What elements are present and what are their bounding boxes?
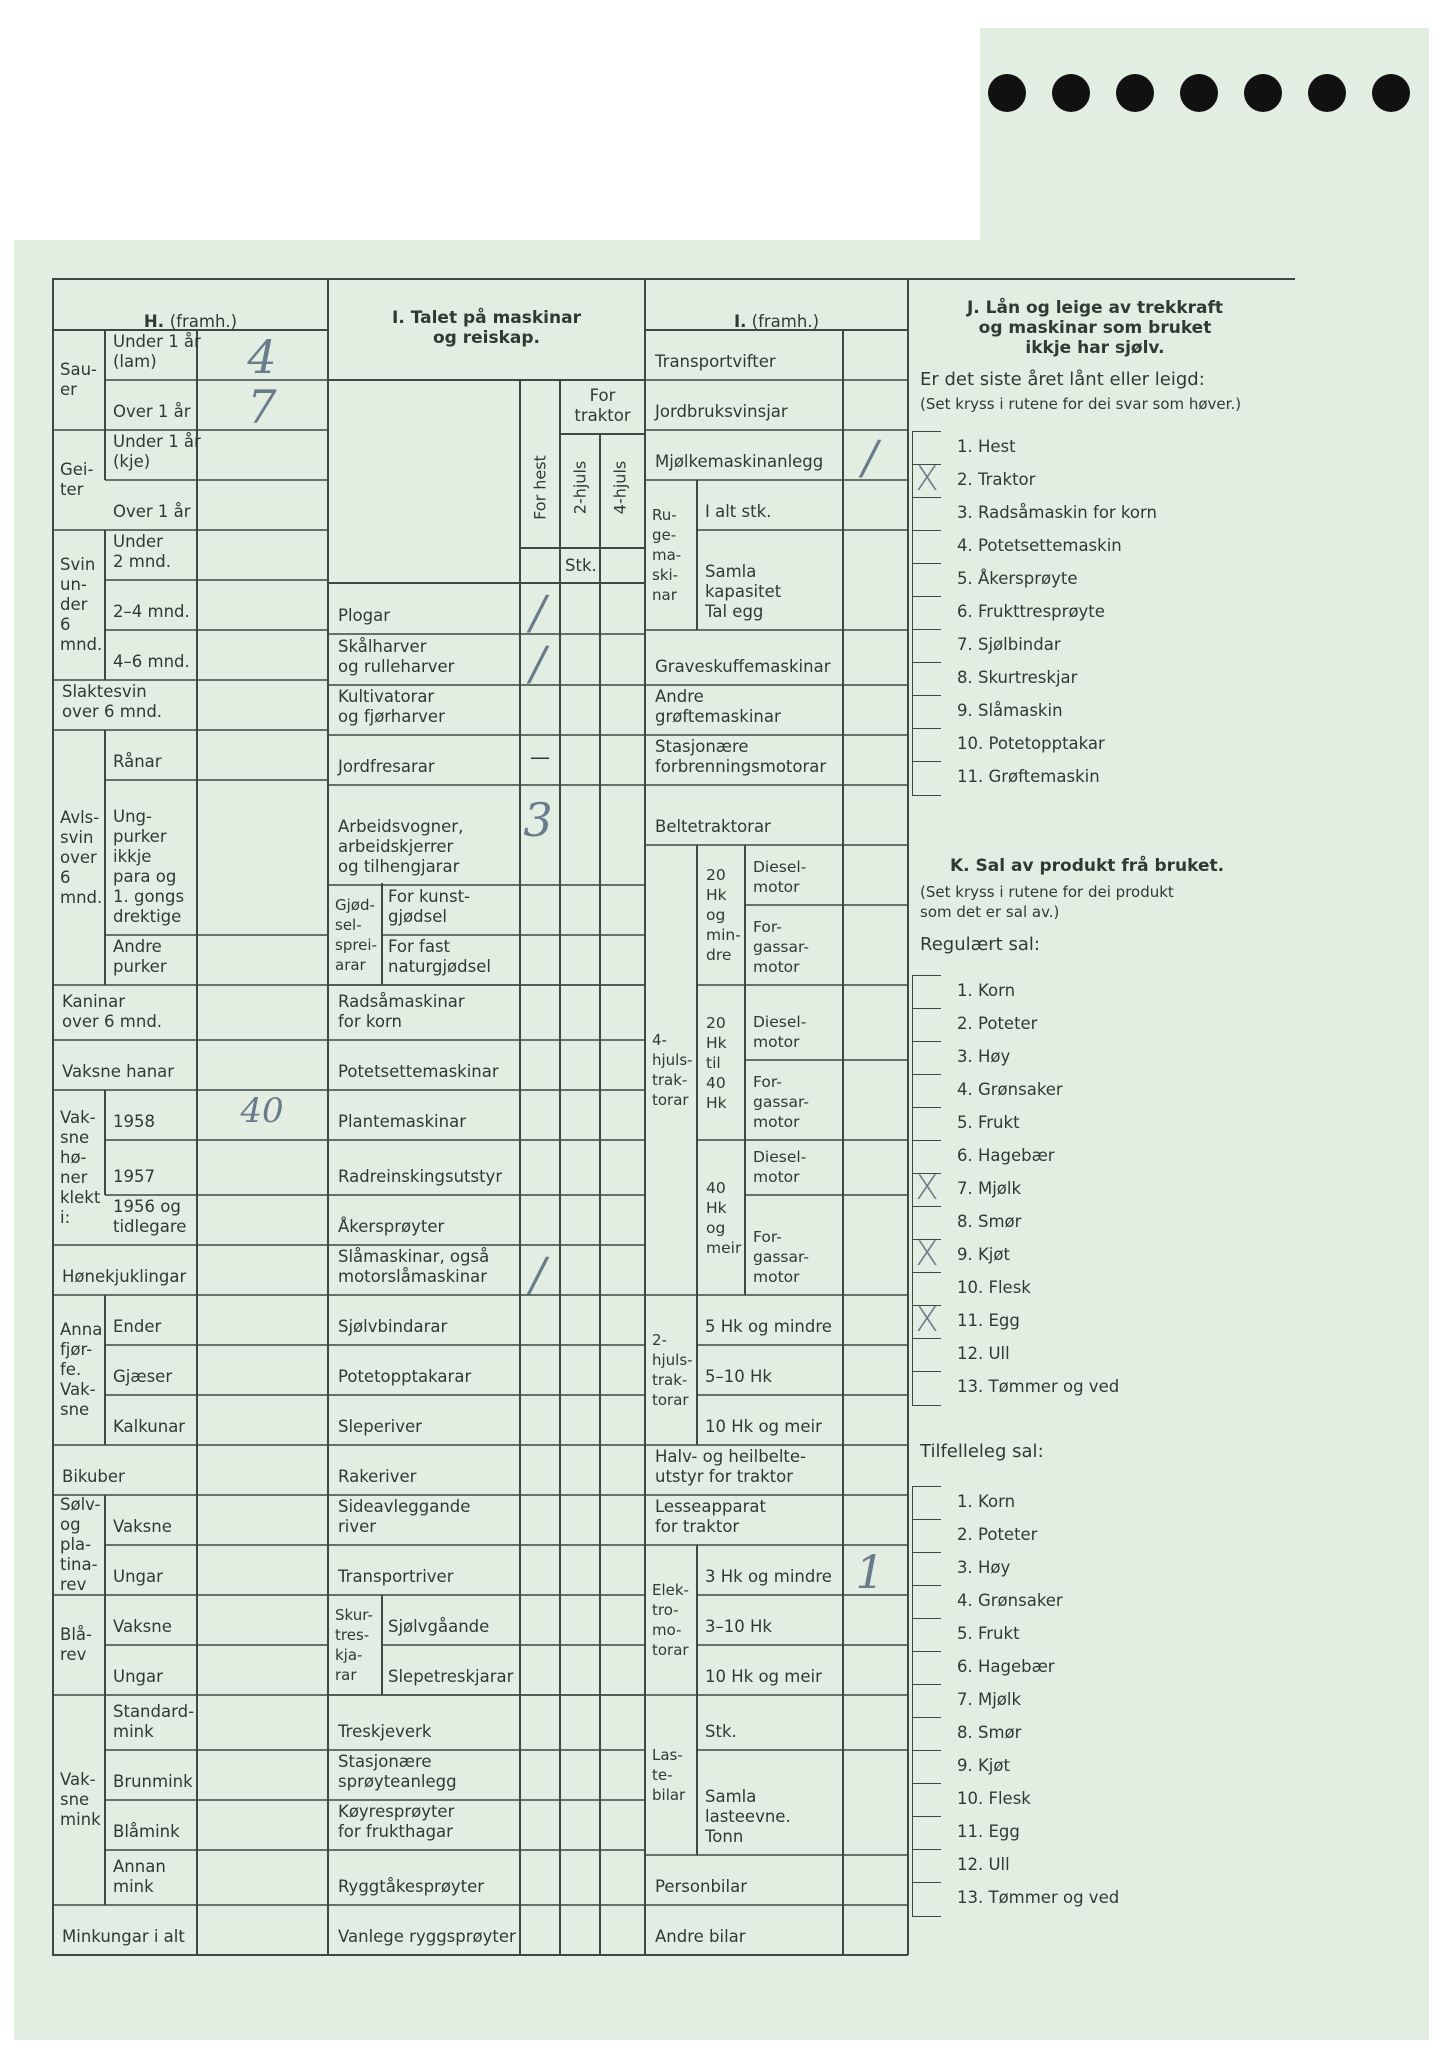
h-row-label: Vaksne [113, 1617, 172, 1636]
h-row-label: Ungar [113, 1567, 163, 1586]
checkbox[interactable] [912, 1618, 941, 1652]
i-row-label: Potetsettemaskinar [338, 1062, 499, 1081]
h-row-label: Hønekjuklingar [62, 1267, 187, 1286]
checkbox-label: 13. Tømmer og ved [957, 1377, 1120, 1396]
h-row-label: 2–4 mnd. [113, 602, 190, 621]
i2-row-label: 10 Hk og meir [705, 1417, 822, 1436]
checkbox-label: 2. Traktor [957, 470, 1036, 489]
h-row-label: 1956 og tidlegare [113, 1197, 187, 1236]
checkbox-label: 9. Kjøt [957, 1756, 1010, 1775]
h-row-label: Kalkunar [113, 1417, 186, 1436]
checkbox-label: 5. Frukt [957, 1113, 1020, 1132]
checkbox-label: 7. Mjølk [957, 1179, 1022, 1198]
section-i2-title [645, 292, 908, 332]
h-row-label: Under 1 år (kje) [113, 432, 201, 471]
i2-row-label: Diesel- motor [753, 1148, 807, 1186]
checkbox[interactable] [912, 1882, 941, 1917]
h-row-label: Vaksne [113, 1517, 172, 1536]
checkbox-label: 9. Kjøt [957, 1245, 1010, 1264]
handwritten-entry[interactable]: / [530, 636, 546, 690]
i2-row-label: 3 Hk og mindre [705, 1567, 832, 1586]
unit-stk: Stk. [565, 556, 597, 575]
h-row-label: Ungar [113, 1667, 163, 1686]
i2-row-label: For- gassar- motor [753, 1228, 809, 1286]
checkbox-label: 12. Ull [957, 1855, 1010, 1874]
section-h-suffix: (framh.) [169, 312, 238, 331]
h-row-label: Standard- mink [113, 1702, 195, 1741]
checkbox-label: 6. Hagebær [957, 1657, 1055, 1676]
h-row-label: Under 2 mnd. [113, 532, 171, 571]
checkbox[interactable] [912, 1486, 941, 1520]
i-row-label: Radsåmaskinar for korn [338, 992, 465, 1031]
checkbox-label: 10. Flesk [957, 1789, 1031, 1808]
checkbox-label: 3. Høy [957, 1558, 1011, 1577]
handwritten-entry[interactable]: / [530, 1247, 546, 1301]
checkbox[interactable] [912, 497, 941, 531]
i-row-label: For fast naturgjødsel [388, 937, 491, 976]
h-row-label: Under 1 år (lam) [113, 332, 201, 371]
checkbox[interactable] [912, 1008, 941, 1042]
h-row-label: 4–6 mnd. [113, 652, 190, 671]
handwritten-entry[interactable]: 7 [247, 380, 277, 434]
checkbox-label: 11. Grøftemaskin [957, 767, 1100, 786]
punch-hole [1308, 74, 1346, 112]
checkbox[interactable] [912, 1849, 941, 1883]
punch-hole [1116, 74, 1154, 112]
i-dash-entry: — [530, 745, 550, 769]
checkbox-label: 10. Potetopptakar [957, 734, 1105, 753]
i-row-label: Slåmaskinar, også motorslåmaskinar [338, 1247, 490, 1286]
section-k-note: (Set kryss i rutene for dei produkt som det er sal av.) [920, 883, 1174, 921]
h-group-label: Gei- ter [60, 460, 94, 499]
checkbox[interactable] [912, 596, 941, 630]
checkbox-label: 1. Hest [957, 437, 1016, 456]
section-j-title: J. Lån og leige av trekkraft og maskinar som bruket ikkje har sjølv. [966, 298, 1224, 358]
h-group-label: Vak- sne mink [60, 1770, 101, 1829]
check-mark: X [915, 1300, 939, 1340]
i-group-label: Gjød- sel- sprei- arar [335, 896, 377, 974]
checkbox[interactable] [912, 662, 941, 696]
checkbox-label: 2. Poteter [957, 1014, 1038, 1033]
i2-row-label: 5 Hk og mindre [705, 1317, 832, 1336]
i-row-label: Sjølvbindarar [338, 1317, 448, 1336]
i2-row-label: Stasjonære forbrenningsmotorar [655, 737, 827, 776]
section-i2-suffix: (framh.) [751, 312, 820, 331]
i-group-label: Skur- tres- kja- rar [335, 1606, 373, 1684]
i-row-label: Rakeriver [338, 1467, 417, 1486]
i2-row-label: Stk. [705, 1722, 737, 1741]
checkbox-label: 4. Potetsettemaskin [957, 536, 1122, 555]
h-row-label: Ender [113, 1317, 162, 1336]
checkbox[interactable] [912, 1717, 941, 1751]
checkbox-label: 6. Hagebær [957, 1146, 1055, 1165]
handwritten-entry[interactable]: 1 [855, 1545, 885, 1599]
i2-group-label: 2- hjuls- trak- torar [652, 1331, 693, 1409]
punch-hole [1180, 74, 1218, 112]
checkbox[interactable] [912, 1684, 941, 1718]
checkbox[interactable] [912, 563, 941, 597]
checkbox-label: 1. Korn [957, 981, 1016, 1000]
i2-group-label: Ru- ge- ma- ski- nar [652, 506, 682, 604]
checkbox-label: 2. Poteter [957, 1525, 1038, 1544]
i-row-label: Sleperiver [338, 1417, 422, 1436]
checkbox[interactable] [912, 1552, 941, 1586]
h-group-label: Sølv- og pla- tina- rev [60, 1495, 101, 1594]
checkbox[interactable] [912, 530, 941, 564]
i2-row-label: Personbilar [655, 1877, 747, 1896]
checkbox-label: 3. Radsåmaskin for korn [957, 503, 1157, 522]
i2-row-label: Samla lasteevne. Tonn [705, 1787, 791, 1846]
checkbox-label: 5. Frukt [957, 1624, 1020, 1643]
h-group-label: Sau- er [60, 360, 97, 399]
i2-row-label: Jordbruksvinsjar [655, 402, 788, 421]
i-row-label: Åkersprøyter [338, 1217, 445, 1236]
i-row-label: Sideavleggande river [338, 1497, 471, 1536]
i2-row-label: 5–10 Hk [705, 1367, 772, 1386]
h-row-label: Rånar [113, 752, 162, 771]
punch-hole [1052, 74, 1090, 112]
i2-row-label: I alt stk. [705, 502, 772, 521]
i2-sub-label: 20 Hk til 40 Hk [706, 1013, 727, 1112]
h-row-label: Brunmink [113, 1772, 193, 1791]
checkbox-label: 1. Korn [957, 1492, 1016, 1511]
checkbox-label: 4. Grønsaker [957, 1080, 1063, 1099]
i2-group-label: Las- te- bilar [652, 1746, 686, 1804]
checkbox[interactable] [912, 1041, 941, 1075]
checkbox[interactable] [912, 761, 941, 796]
i-row-label: Plantemaskinar [338, 1112, 466, 1131]
h-group-label: Vak- sne hø- ner klekt i: [60, 1107, 101, 1227]
i-row-label: Kultivatorar og fjørharver [338, 687, 445, 726]
checkbox-label: 12. Ull [957, 1344, 1010, 1363]
i-row-label: Vanlege ryggsprøyter [338, 1927, 516, 1946]
i-row-label: Slepetreskjarar [388, 1667, 514, 1686]
i2-row-label: Lesseapparat for traktor [655, 1497, 766, 1536]
checkbox[interactable] [912, 1107, 941, 1141]
h-row-label: Ung- purker ikkje para og 1. gongs drektige [113, 807, 185, 926]
i2-row-label: Andre bilar [655, 1927, 746, 1946]
i2-row-label: For- gassar- motor [753, 1073, 809, 1131]
punch-hole [1244, 74, 1282, 112]
h-row-label: Kaninar over 6 mnd. [62, 992, 163, 1031]
checkbox-label: 5. Åkersprøyte [957, 569, 1078, 588]
i-row-label: Ryggtåkesprøyter [338, 1877, 485, 1896]
section-k-title: K. Sal av produkt frå bruket. [950, 856, 1225, 876]
i2-row-label: Halv- og heilbelte- utstyr for traktor [655, 1447, 806, 1486]
checkbox-label: 9. Slåmaskin [957, 701, 1063, 720]
checkbox-label: 6. Frukttresprøyte [957, 602, 1105, 621]
i-row-label: Jordfresarar [338, 757, 435, 776]
handwritten-entry[interactable]: / [530, 585, 546, 639]
h-group-label: Avls- svin over 6 mnd. [60, 807, 103, 907]
i-row-label: For kunst- gjødsel [388, 887, 471, 926]
punch-hole [988, 74, 1026, 112]
i2-row-label: Transportvifter [655, 352, 776, 371]
col-4hjuls-header: 4-hjuls [610, 460, 630, 515]
section-i-title: I. Talet på maskinar og reiskap. [392, 308, 581, 348]
i2-row-label: Samla kapasitet Tal egg [705, 562, 782, 621]
checkbox-label: 11. Egg [957, 1822, 1020, 1841]
h-row-label: Minkungar i alt [62, 1927, 185, 1946]
checkbox-label: 8. Smør [957, 1212, 1022, 1231]
checkbox[interactable] [912, 1585, 941, 1619]
h-row-label: Andre purker [113, 937, 167, 976]
i2-row-label: Diesel- motor [753, 858, 807, 896]
checkbox-label: 13. Tømmer og ved [957, 1888, 1120, 1907]
i-row-label: Stasjonære sprøyteanlegg [338, 1752, 457, 1791]
i2-row-label: Beltetraktorar [655, 817, 771, 836]
check-mark: X [915, 459, 939, 499]
col-hest-header: For hest [530, 455, 550, 520]
checkbox-label: 7. Mjølk [957, 1690, 1022, 1709]
checkbox[interactable] [912, 1651, 941, 1685]
i2-row-label: Graveskuffemaskinar [655, 657, 831, 676]
h-row-label: Bikuber [62, 1467, 125, 1486]
i-row-label: Sjølvgåande [388, 1617, 490, 1636]
i-row-label: Potetopptakarar [338, 1367, 472, 1386]
i-row-label: Transportriver [338, 1567, 454, 1586]
checkbox[interactable] [912, 1816, 941, 1850]
h-row-label: 1958 [113, 1112, 155, 1131]
i2-group-label: Elek- tro- mo- torar [652, 1581, 689, 1659]
i2-row-label: Andre grøftemaskinar [655, 687, 781, 726]
regular-sale-heading: Regulært sal: [920, 934, 1040, 955]
h-group-label: Svin un- der 6 mnd. [60, 555, 103, 654]
checkbox-label: 10. Flesk [957, 1278, 1031, 1297]
punch-hole [1372, 74, 1410, 112]
i-row-label: Treskjeverk [338, 1722, 432, 1741]
checkbox-label: 4. Grønsaker [957, 1591, 1063, 1610]
i2-group-label: 4- hjuls- trak- torar [652, 1031, 693, 1109]
i-row-label: Arbeidsvogner, arbeidskjerrer og tilhengjarar [338, 817, 464, 876]
i2-sub-label: 40 Hk og meir [706, 1178, 742, 1257]
i2-row-label: Mjølkemaskinanlegg [655, 452, 824, 471]
i2-row-label: Diesel- motor [753, 1013, 807, 1051]
checkbox[interactable] [912, 1371, 941, 1406]
checkbox[interactable] [912, 629, 941, 663]
checkbox-label: 7. Sjølbindar [957, 635, 1061, 654]
section-h-letter: H. [143, 312, 164, 331]
checkbox[interactable] [912, 728, 941, 762]
checkbox[interactable] [912, 1783, 941, 1817]
check-mark: X [915, 1234, 939, 1274]
handwritten-entry[interactable]: 40 [240, 1091, 284, 1131]
paper-tab [980, 28, 1429, 258]
col-2hjuls-header: 2-hjuls [570, 460, 590, 515]
handwritten-entry[interactable]: 4 [247, 330, 277, 384]
h-row-label: Gjæser [113, 1367, 173, 1386]
i-row-label: Plogar [338, 606, 390, 625]
checkbox[interactable] [912, 1750, 941, 1784]
i2-sub-label: 20 Hk og min- dre [706, 866, 741, 964]
check-mark: X [915, 1168, 939, 1208]
h-row-label: Over 1 år [113, 502, 191, 521]
h-row-label: Over 1 år [113, 402, 191, 421]
h-row-label: Slaktesvin over 6 mnd. [62, 682, 163, 721]
occasional-sale-heading: Tilfelleleg sal: [920, 1441, 1044, 1462]
h-row-label: Vaksne hanar [62, 1062, 175, 1081]
handwritten-entry[interactable]: / [862, 430, 878, 484]
checkbox-label: 8. Skurtreskjar [957, 668, 1078, 687]
checkbox-label: 11. Egg [957, 1311, 1020, 1330]
section-h-title [53, 292, 328, 332]
col-traktor-header: For traktor [574, 386, 631, 425]
checkbox[interactable] [912, 1074, 941, 1108]
h-group-label: Blå- rev [60, 1625, 92, 1664]
checkbox[interactable] [912, 975, 941, 1009]
h-row-label: 1957 [113, 1167, 155, 1186]
section-j-question: Er det siste året lånt eller leigd: [920, 369, 1205, 390]
h-row-label: Blåmink [113, 1822, 180, 1841]
checkbox[interactable] [912, 1338, 941, 1372]
checkbox-label: 8. Smør [957, 1723, 1022, 1742]
section-i2-letter: I. [733, 312, 747, 331]
i2-row-label: 3–10 Hk [705, 1617, 772, 1636]
i-row-label: Skålharver og rulleharver [338, 637, 455, 676]
h-group-label: Anna fjør- fe. Vak- sne [60, 1320, 103, 1419]
i2-row-label: For- gassar- motor [753, 918, 809, 976]
section-j-note: (Set kryss i rutene for dei svar som høver.) [920, 395, 1242, 413]
checkbox-label: 3. Høy [957, 1047, 1011, 1066]
i2-row-label: 10 Hk og meir [705, 1667, 822, 1686]
checkbox[interactable] [912, 695, 941, 729]
handwritten-entry[interactable]: 3 [523, 793, 553, 847]
i-row-label: Køyresprøyter for frukthagar [338, 1802, 455, 1841]
h-row-label: Annan mink [113, 1857, 166, 1896]
checkbox[interactable] [912, 1519, 941, 1553]
i-row-label: Radreinskingsutstyr [338, 1167, 503, 1186]
